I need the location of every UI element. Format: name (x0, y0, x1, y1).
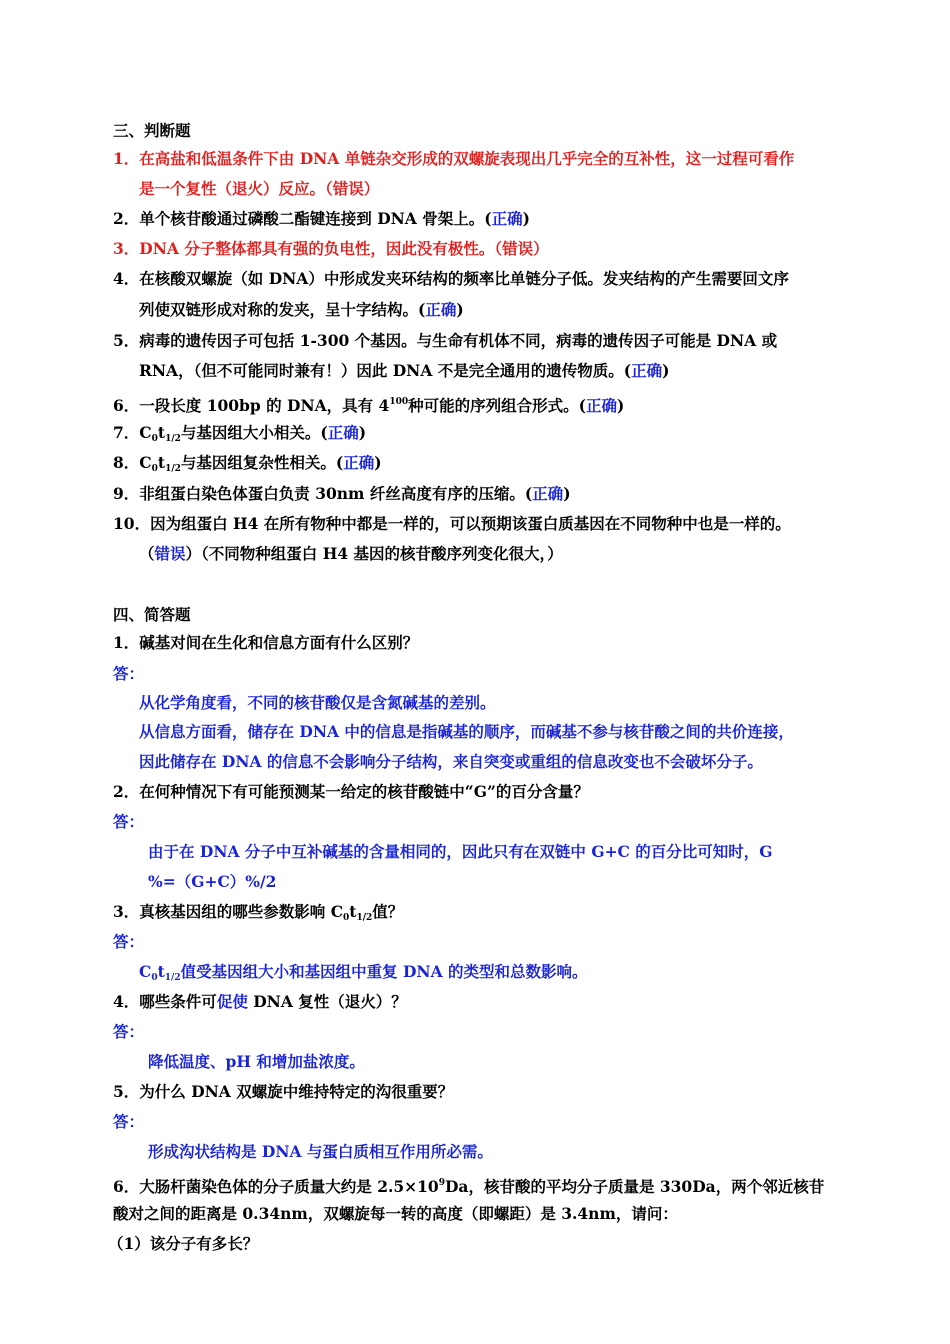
q4-5-answer: 形成沟状结构是 DNA 与蛋白质相互作用所必需。 (148, 1142, 493, 1161)
answer-correct: 正确 (327, 423, 359, 442)
q4-5: 5．为什么 DNA 双螺旋中维持特定的沟很重要？ (113, 1082, 454, 1101)
section-3-title: 三、判断题 (113, 121, 191, 140)
q4-4-answer: 降低温度、pH 和增加盐浓度。 (148, 1052, 365, 1071)
q3-2: 2．单个核苷酸通过磷酸二酯键连接到 DNA 骨架上。(正确) (113, 209, 530, 228)
q4-6-sub1: （1）该分子有多长？ (108, 1234, 259, 1253)
answer-label: 答： (113, 812, 145, 831)
q3-1-line1: 1．在高盐和低温条件下由 DNA 单链杂交形成的双螺旋表现出几乎完全的互补性，这一过程可看作 (113, 149, 795, 168)
q4-6-line1: 6．大肠杆菌染色体的分子质量大约是 $2.5\times 10^9Da$，核苷酸的平均分子质量是 330Da，两个邻近核苷 (113, 1177, 825, 1196)
q3-10-line2: （错误）（不同物种组蛋白 H4 基因的核苷酸序列变化很大，） (139, 544, 563, 563)
answer-correct: 正确 (343, 453, 375, 472)
q3-3: 3．DNA 分子整体都具有强的负电性，因此没有极性。（错误） (113, 239, 549, 258)
q4-3-answer: $C_0t_{1/2}$值受基因组大小和基因组中重复 DNA 的类型和总数影响。 (139, 962, 588, 983)
answer-correct: 正确 (491, 209, 523, 228)
q4-1: 1．碱基对间在生化和信息方面有什么区别？ (113, 633, 419, 652)
q3-9: 9．非组蛋白染色体蛋白负责 30nm 纤丝高度有序的压缩。(正确) (113, 484, 571, 503)
q4-1-answer-line2: 从信息方面看，储存在 DNA 中的信息是指碱基的顺序，而碱基不参与核苷酸之间的共价连接， (139, 722, 794, 741)
section-4-title: 四、简答题 (113, 605, 191, 624)
q3-6: 6．一段长度 100bp 的 DNA，具有 $4^{100}$种可能的序列组合形式。(正确) (113, 396, 625, 415)
answer-correct: 正确 (585, 396, 617, 415)
answer-correct: 正确 (631, 361, 663, 380)
answer-label: 答： (113, 1022, 145, 1041)
q4-2: 2．在何种情况下有可能预测某一给定的核苷酸链中“G”的百分含量？ (113, 782, 589, 801)
answer-wrong: 错误 (154, 544, 186, 563)
q3-4-line1: 4．在核酸双螺旋（如 DNA）中形成发夹环结构的频率比单链分子低。发夹结构的产生需要回文序 (113, 269, 789, 288)
q4-6-line2: 酸对之间的距离是 0.34nm，双螺旋每一转的高度（即螺距）是 3.4nm，请问： (113, 1204, 678, 1223)
answer-label: 答： (113, 664, 145, 683)
q4-1-answer-line1: 从化学角度看，不同的核苷酸仅是含氮碱基的差别。 (139, 693, 496, 712)
answer-label: 答： (113, 1112, 145, 1131)
q3-5-line2: RNA，（但不可能同时兼有！）因此 DNA 不是完全通用的遗传物质。(正确) (139, 361, 670, 380)
answer-label: 答： (113, 932, 145, 951)
q4-4: 4．哪些条件可促使 DNA 复性（退火）？ (113, 992, 407, 1011)
answer-correct: 正确 (425, 300, 457, 319)
q3-1-line2: 是一个复性（退火）反应。（错误） (139, 179, 380, 198)
q3-8: 8．$C_0t_{1/2}$与基因组复杂性相关。(正确) (113, 453, 382, 474)
q3-10-line1: 10．因为组蛋白 H4 在所有物种中都是一样的，可以预期该蛋白质基因在不同物种中也是一样的。 (113, 514, 791, 533)
q4-2-answer-line2: %=（G+C）%/2 (148, 872, 277, 891)
q3-7: 7．$C_0t_{1/2}$与基因组大小相关。(正确) (113, 423, 367, 444)
q4-2-answer-line1: 由于在 DNA 分子中互补碱基的含量相同的，因此只有在双链中 G+C 的百分比可知时，G (148, 842, 773, 861)
q3-5-line1: 5．病毒的遗传因子可包括 1-300 个基因。与生命有机体不同，病毒的遗传因子可能是 DNA 或 (113, 331, 778, 350)
answer-correct: 正确 (532, 484, 564, 503)
q4-3: 3．真核基因组的哪些参数影响 $C_0t_{1/2}$值？ (113, 902, 404, 923)
q4-1-answer-line3: 因此储存在 DNA 的信息不会影响分子结构，来自突变或重组的信息改变也不会破坏分子。 (139, 752, 763, 771)
q3-4-line2: 列使双链形成对称的发夹，呈十字结构。(正确) (139, 300, 464, 319)
